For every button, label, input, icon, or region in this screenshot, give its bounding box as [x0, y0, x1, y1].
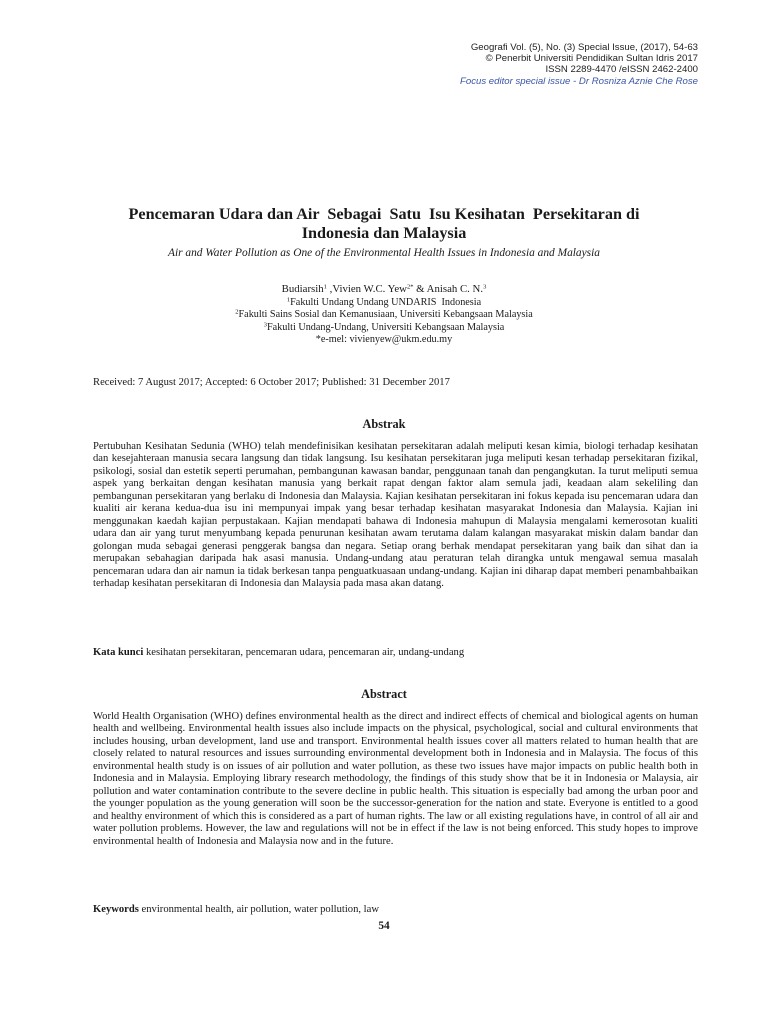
title-line-2: Indonesia dan Malaysia	[301, 224, 467, 242]
abstrak-body: Pertubuhan Kesihatan Sedunia (WHO) telah mendefinisikan kesihatan persekitaran adalah meliputi kesan kimia, biologi terhadap kesihatan dan kesejahteraan manusia secara langsung dan tidak langsung. Isu kesihatan persekitaran juga meliputi kesan terhadap persekitaran fizikal, psikologi, sosial dan estetik seperti perumahan, pembangunan kawasan bandar, penggunaan tanah dan pengangkutan. Ia turut meliputi semua aspek yang berkaitan dengan kesihatan manusia yang berkait rapat dengan faktor alam semula jadi, keadaan alam sekeliling dan pembangunan persekitaran yang berlaku di Indonesia dan Malaysia. Kajian kesihatan persekitaran ini fokus kepada isu pencemaran udara dan kualiti air kerana kedua-dua isu ini mempunyai impak yang besar terhadap kesihatan masyarakat Indonesia dan Malaysia. Kajian ini menggunakan kaedah kajian perpustakaan. Kajian mendapati bahawa di Indonesia mahupun di Malaysia mengalami kemerosotan kualiti udara dan air yang turut menyumbang kepada penurunan kesihatan awam terutama dalam kalangan masyarakat miskin dalam bandar dan golongan muda sebagai generasi penggerak bangsa dan negara. Setiap orang berhak mendapat persekitaran yang baik dan sihat dan ia merupakan sebahagian daripada hak asasi manusia. Undang-undang atau peraturan telah dirangka untuk mengawal semua masalah pencemaran udara dan air namun ia tidak berkesan tanpa penguatkuasaan undang-undang. Kajian ini diharap dapat memberi penambahbaikan terhadap kesihatan persekitaran di Indonesia dan Malaysia pada masa akan datang.	[93, 441, 698, 589]
author-3: & Anisah C. N.	[413, 283, 484, 295]
author-2: ,Vivien W.C. Yew	[326, 283, 407, 295]
kata-kunci-text: kesihatan persekitaran, pencemaran udara, pencemaran air, undang-undang	[143, 647, 465, 658]
abstract-heading: Abstract	[361, 687, 407, 701]
affiliation-1-text: Fakulti Undang Undang UNDARIS Indonesia	[290, 297, 482, 308]
affiliation-2-text: Fakulti Sains Sosial dan Kemanusiaan, Universiti Kebangsaan Malaysia	[238, 309, 533, 321]
journal-publisher-line: © Penerbit Universiti Pendidikan Sultan Idris 2017	[485, 53, 698, 65]
received-dates: Received: 7 August 2017; Accepted: 6 October 2017; Published: 31 December 2017	[93, 377, 450, 388]
affiliation-1	[80, 297, 688, 309]
affiliation-3	[80, 322, 688, 334]
journal-volume-line: Geografi Vol. (5), No. (3) Special Issue, (2017), 54-63	[470, 42, 698, 53]
focus-editor-line: Focus editor special issue - Dr Rosniza Aznie Che Rose	[460, 75, 698, 87]
author-3-sup: 3	[483, 283, 487, 291]
author-block	[80, 282, 688, 347]
author-2-sup: 2*	[406, 283, 414, 291]
kata-kunci-label: Kata kunci	[93, 647, 144, 658]
affiliation-3-text: Fakulti Undang-Undang, Universiti Kebangsaan Malaysia	[266, 321, 505, 333]
keywords-line	[93, 904, 698, 916]
affiliation-1-sup: 1	[286, 296, 291, 304]
author-1: Budiarsih	[281, 283, 324, 295]
abstract-body: World Health Organisation (WHO) defines environmental health as the direct and indirect effects of chemical and biological agents on human health and wellbeing. Environmental health issues also include impacts on the physical, psychological, social and cultural environments that includes housing, urban development, land use and transport. Environmental health issues cover all matters related to human health that are closely related to natural resources and issues surrounding environmental development both in Indonesia and in Malaysia. The focus of this environmental health study is on issues of air pollution and water pollution, as these two issues have major impacts on public health both in Indonesia and in Malaysia. Employing library research methodology, the findings of this study show that be it in Indonesia or Malaysia, air pollution and water contamination contribute to the severe decline in public health. This situation is especially bad among the urban poor and the younger population as the young generation will soon be the successor-generation for the nation and state. Everyone is entitled to a good and healthy environment of which this is considered as a part of human rights. The law or all existing regulations have, in control of all air and water pollution problems. However, the law and regulations will not be in effect if the law is not being enforced. This study hopes to improve environmental health of Indonesia and Malaysia now and in the future.	[93, 711, 698, 847]
keywords-text: environmental health, air pollution, water pollution, law	[138, 904, 379, 915]
kata-kunci-line	[93, 647, 698, 659]
author-1-sup: 1	[323, 283, 327, 291]
title-line-1: Pencemaran Udara dan Air Sebagai Satu Isu Kesihatan Persekitaran di	[128, 205, 640, 223]
paper-title-malay	[80, 205, 688, 243]
keywords-label: Keywords	[93, 904, 139, 915]
page-number: 54	[378, 920, 390, 932]
author-names	[80, 282, 688, 296]
abstrak-heading: Abstrak	[362, 417, 406, 431]
paper-title-english: Air and Water Pollution as One of the Environmental Health Issues in Indonesia and Malaysia	[168, 247, 600, 259]
journal-issn-line: ISSN 2289-4470 /eISSN 2462-2400	[545, 64, 698, 76]
affiliation-3-sup: 3	[263, 321, 267, 329]
affiliation-2	[80, 309, 688, 321]
affiliation-2-sup: 2	[235, 308, 239, 316]
corresponding-email: *e-mel: vivienyew@ukm.edu.my	[315, 334, 453, 346]
title-block	[80, 205, 688, 260]
journal-header	[460, 42, 698, 87]
